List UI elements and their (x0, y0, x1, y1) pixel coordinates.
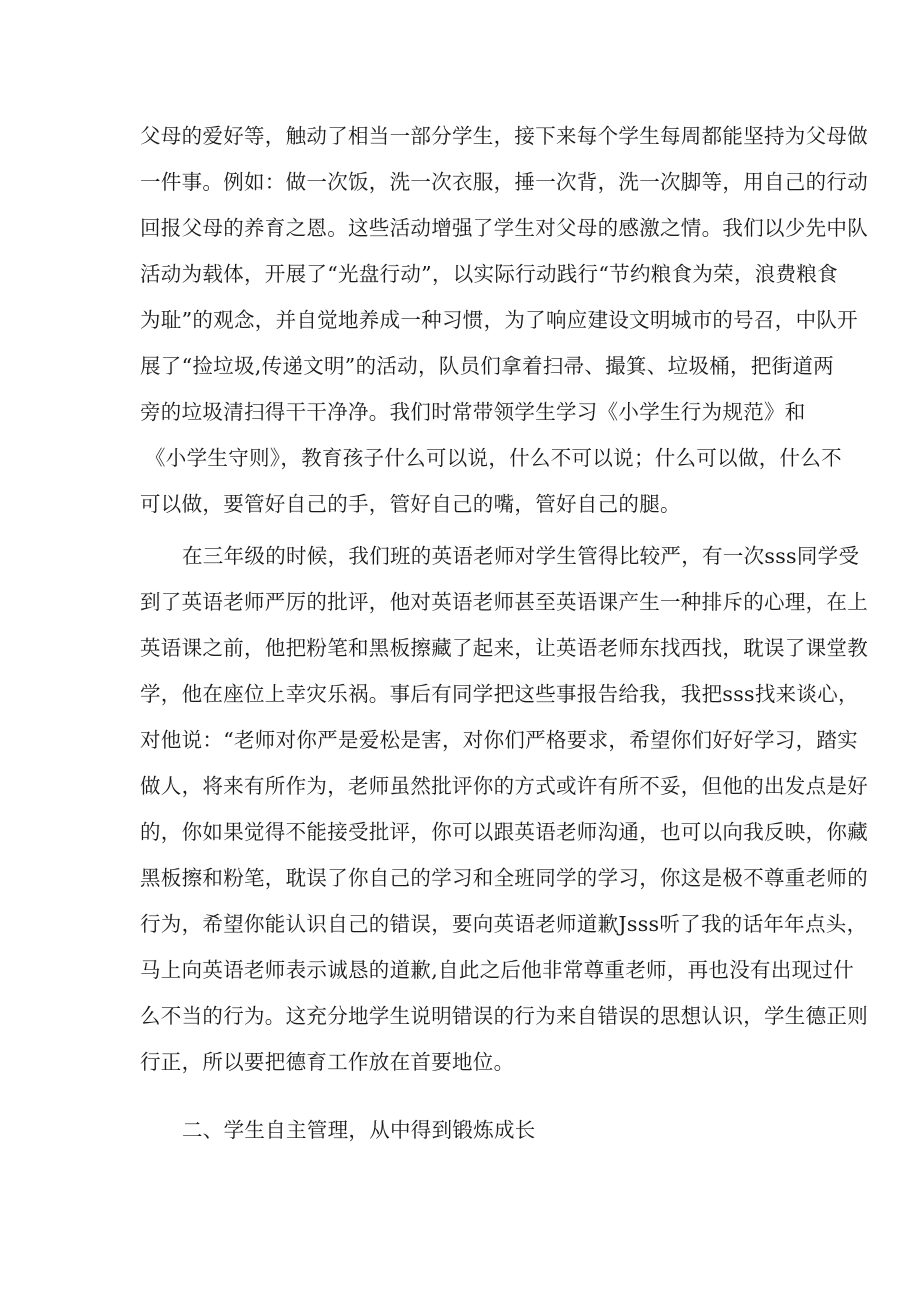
paragraph-line: 行为，希望你能认识自己的错误，要向英语老师道歉Jsss听了我的话年年点头， (140, 912, 868, 936)
paragraph-line: 对他说：“老师对你严是爱松是害，对你们严格要求，希望你们好好学习，踏实 (140, 728, 858, 752)
paragraph-line: 展了“捡垃圾,传递文明”的活动，队员们拿着扫帚、撮箕、垃圾桶，把街道两 (140, 354, 834, 378)
paragraph-line: 回报父母的养育之恩。这些活动增强了学生对父母的感激之情。我们以少先中队 (140, 216, 868, 240)
paragraph-line: 《小学生守则》，教育孩子什么可以说，什么不可以说；什么可以做，什么不 (145, 446, 842, 470)
paragraph-line: 马上向英语老师表示诚恳的道歉,自此之后他非常尊重老师，再也没有出现过什 (140, 958, 855, 982)
paragraph-line: 在三年级的时候，我们班的英语老师对学生管得比较严，有一次sss同学受 (182, 544, 860, 568)
paragraph-line: 么不当的行为。这充分地学生说明错误的行为来自错误的思想认识，学生德正则 (140, 1004, 868, 1028)
paragraph-line: 可以做，要管好自己的手，管好自己的嘴，管好自己的腿。 (140, 492, 681, 516)
paragraph-line: 做人，将来有所作为，老师虽然批评你的方式或许有所不妥，但他的出发点是好 (140, 774, 868, 798)
paragraph-line: 父母的爱好等，触动了相当一部分学生，接下来每个学生每周都能坚持为父母做 (140, 124, 868, 148)
paragraph-line: 活动为载体，开展了“光盘行动”，以实际行动践行“节约粮食为荣，浪费粮食 (140, 262, 838, 286)
paragraph-line: 的，你如果觉得不能接受批评，你可以跟英语老师沟通，也可以向我反映，你藏 (140, 820, 868, 844)
paragraph-line: 黑板擦和粉笔，耽误了你自己的学习和全班同学的学习，你这是极不尊重老师的 (140, 866, 868, 890)
paragraph-line: 为耻”的观念，并自觉地养成一种习惯，为了响应建设文明城市的号召，中队开 (140, 308, 858, 332)
paragraph-line: 一件事。例如：做一次饭，洗一次衣服，捶一次背，洗一次脚等，用自己的行动 (140, 170, 868, 194)
paragraph-line: 旁的垃圾清扫得干干净净。我们时常带领学生学习《小学生行为规范》和 (140, 400, 806, 424)
paragraph-line: 学，他在座位上幸灾乐祸。事后有同学把这些事报告给我，我把sss找来谈心， (140, 682, 859, 706)
paragraph-line: 行正，所以要把德育工作放在首要地位。 (140, 1050, 515, 1074)
paragraph-line: 到了英语老师严厉的批评，他对英语老师甚至英语课产生一种排斥的心理，在上 (140, 590, 868, 614)
paragraph-line: 英语课之前，他把粉笔和黑板擦藏了起来，让英语老师东找西找，耽误了课堂教 (140, 636, 868, 660)
section-heading: 二、学生自主管理，从中得到锻炼成长 (182, 1118, 536, 1142)
